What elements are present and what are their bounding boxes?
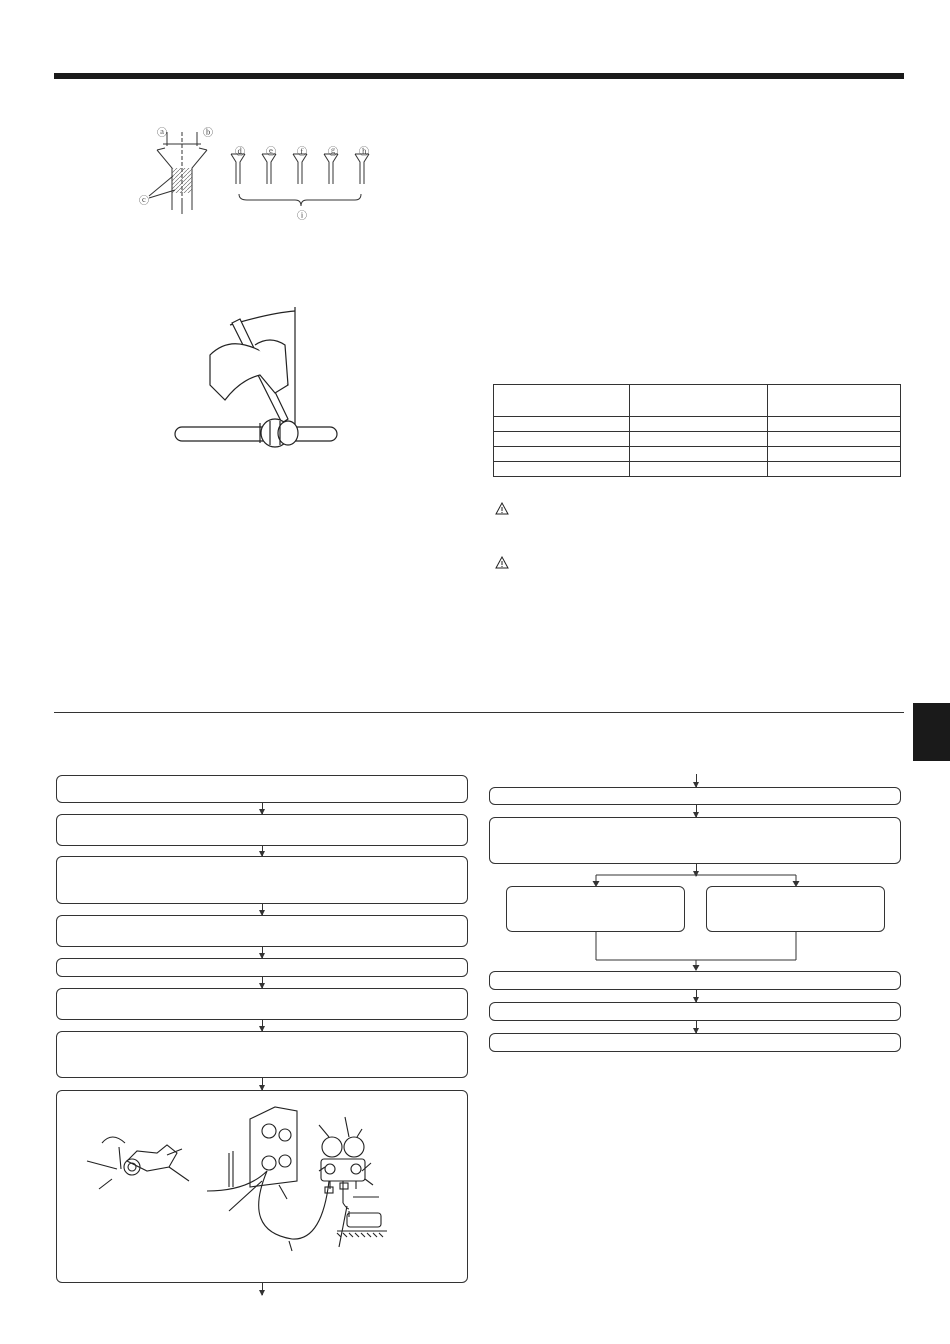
table-cell: [630, 447, 768, 462]
flow-arrow: [696, 990, 697, 1002]
flow-right-step-4: [489, 1002, 901, 1021]
flow-step-5: [56, 958, 468, 977]
table-cell: [768, 432, 901, 447]
flow-arrow: [696, 1021, 697, 1033]
torque-spec-table: [493, 384, 901, 477]
flow-step-8-vacuum-illustration: [56, 1090, 468, 1283]
flow-arrow: [262, 803, 263, 814]
flow-arrow: [262, 1078, 263, 1090]
flow-arrow: [262, 1283, 263, 1295]
label-d: ⓓ: [235, 147, 245, 158]
table-cell: [768, 462, 901, 477]
flow-right-step-3: [489, 971, 901, 990]
table-cell: [768, 417, 901, 432]
header-rule: [54, 73, 904, 79]
label-a: ⓐ: [157, 128, 167, 139]
flow-arrow: [696, 774, 697, 787]
flow-arrow: [262, 846, 263, 856]
table-cell: [768, 447, 901, 462]
section-divider: [54, 712, 904, 713]
flow-branch-left: [506, 886, 685, 932]
flow-arrow: [262, 1020, 263, 1031]
warning-triangle-icon: [495, 502, 509, 515]
table-cell: [630, 462, 768, 477]
table-cell: [630, 432, 768, 447]
flow-arrow: [262, 977, 263, 988]
flow-branch-right: [706, 886, 885, 932]
table-cell: [494, 447, 630, 462]
flow-step-7: [56, 1031, 468, 1078]
table-cell: [630, 417, 768, 432]
flow-right-step-1: [489, 787, 901, 805]
wrench-tightening-illustration: [170, 305, 345, 450]
flow-arrow: [696, 805, 697, 817]
table-row: [494, 432, 901, 447]
flow-step-4: [56, 915, 468, 947]
label-f: ⓕ: [297, 147, 307, 158]
flow-step-2: [56, 814, 468, 846]
label-g: ⓖ: [328, 147, 338, 158]
flow-step-3: [56, 856, 468, 904]
table-row: [494, 447, 901, 462]
label-e: ⓔ: [266, 147, 276, 158]
label-i: ⓘ: [297, 211, 307, 222]
table-cell: [494, 417, 630, 432]
table-cell: [494, 432, 630, 447]
table-cell: [768, 385, 901, 417]
table-cell: [630, 385, 768, 417]
flow-right-step-2: [489, 817, 901, 864]
table-row: [494, 462, 901, 477]
table-row: [494, 417, 901, 432]
label-h: ⓗ: [359, 147, 369, 158]
flow-right-step-5: [489, 1033, 901, 1052]
table-cell: [494, 385, 630, 417]
label-c: ⓒ: [139, 196, 149, 207]
table-cell: [494, 462, 630, 477]
flow-arrow: [262, 947, 263, 958]
flow-arrow: [262, 904, 263, 915]
language-side-tab: [913, 703, 950, 761]
table-header-row: [494, 385, 901, 417]
label-b: ⓑ: [203, 128, 213, 139]
flow-step-1: [56, 775, 468, 803]
flare-dimension-diagram: [135, 118, 395, 218]
merge-connector: [590, 932, 802, 972]
warning-triangle-icon: [495, 556, 509, 569]
flow-step-6: [56, 988, 468, 1020]
vacuum-pump-illustration: [57, 1091, 467, 1282]
